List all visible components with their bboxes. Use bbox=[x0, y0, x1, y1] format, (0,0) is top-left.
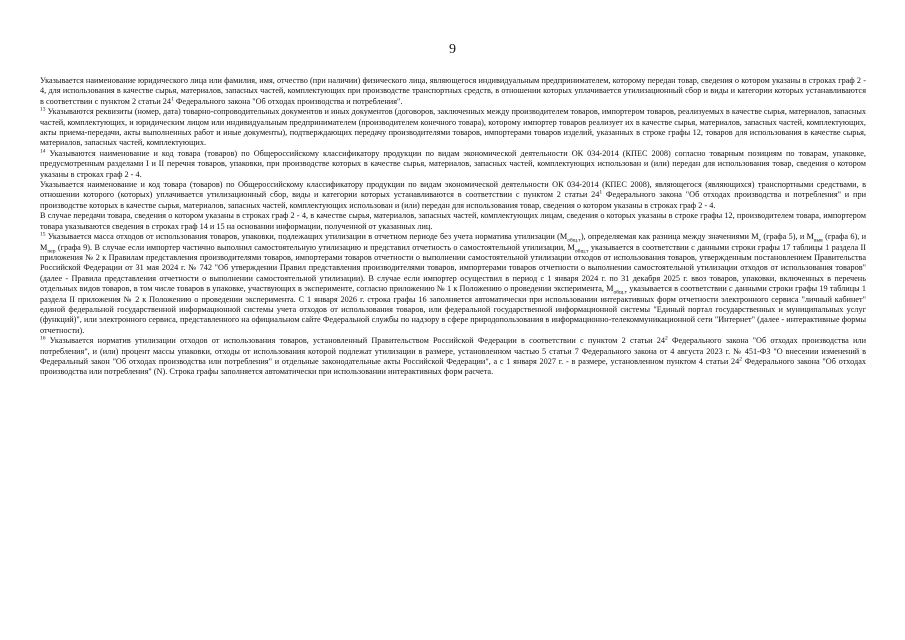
paragraph-text: (графа 9). В случае если импортер частично выполнил самостоятельную утилизацию и представил отчетность о самостоятельной утилизации, М bbox=[55, 242, 575, 252]
subscript-text: общ.т bbox=[567, 237, 581, 244]
paragraph-text: Федерального закона "Об отходах производства или потребления" (N). Строка графы заполняется автоматически при использовании интерактивных форм расчета. bbox=[40, 356, 866, 377]
superscript-text: 16 bbox=[40, 335, 46, 342]
paragraph-text: Указываются реквизиты (номер, дата) товарно-сопроводительных документов и иных документов (договоров, заключенных между производителем товаров, импортером товаров, реализуемых в качестве сырья, материалов, запасных частей, комплектующих, и юридическим лицом или индивидуальным предпринимателем (производителем конечного товара), которому импортер товаров реализует их в качестве сырья, материалов, запасных частей, комплектующих, акты приема-передачи, акты выполненных работ и иные документы), подтверждающих передачу производителями товаров, импортерами товаров изделий, указанных в строке графы 12, товаров для использования в качестве сырья, материалов, запасных частей, комплектующих. bbox=[40, 107, 866, 148]
document-paragraph bbox=[40, 336, 866, 378]
paragraph-text: Указывается масса отходов от использования товаров, упаковки, подлежащих утилизации в отчетном периоде без учета норматива утилизации (М bbox=[45, 232, 568, 242]
superscript-text: 2 bbox=[665, 335, 668, 342]
paragraph-text: Федерального закона "Об отходах производства и потребления". bbox=[173, 96, 403, 106]
document-paragraph bbox=[40, 232, 866, 336]
paragraph-text: Указываются наименование и код товара (товаров) по Общероссийскому классификатору продукции по видам экономической деятельности ОК 034-2014 (КПЕС 2008) согласно товарным позициям по товарам, упаковке, предусмотренным разделами I и II перечня товаров, упаковки, при производстве которых в качестве сырья, материалов, запасных частей, комплектующих использован и (или) передан для использования товар, сведения о котором указаны в строках граф 2 - 4. bbox=[40, 148, 866, 179]
subscript-text: т bbox=[758, 237, 762, 244]
paragraph-text: указывается в соответствии с данными строки графы 19 таблицы 1 раздела II приложения № 2 к Положению о проведении эксперимента. С 1 января 2026 г. строка графы 16 заполняется автоматически при использовании интерактивных форм отчетности электронного сервиса "личный кабинет" единой федеральной государственной информационной системы учета отходов от использования товаров, или федеральной государственной информационной системы "Единый портал государственных и муниципальных услуг (функций)", или электронного сервиса, представленного на официальном сайте Федеральной службы по надзору в сфере природопользования в информационно-телекоммуникационной сети "Интернет" (далее - интерактивные формы отчетности). bbox=[40, 284, 866, 335]
document-body bbox=[40, 76, 866, 378]
document-paragraph bbox=[40, 149, 866, 180]
superscript-text: 13 bbox=[40, 106, 46, 113]
subscript-text: общ.т bbox=[574, 248, 589, 255]
paragraph-text: Федерального закона "Об отходах производства и потребления" и при производстве которых в качестве сырья, материалов, запасных частей, комплектующих использован и (или) передан для использования товар, сведения о котором указаны в строках граф 2 - 4. bbox=[40, 190, 866, 210]
document-paragraph bbox=[40, 211, 866, 232]
paragraph-text: указывается в соответствии с данными строки графы 17 таблицы 1 раздела II приложения № 2 к Правилам представления производителями товаров, импортерами товаров отчетности о выполнении самостоятельной утилизации отходов от использования товаров, утвержденным постановлением Правительства Российской Федерации от 31 мая 2024 г. № 742 "Об утверждении Правил представления производителями товаров, импортерами товаров отчетности о выполнении самостоятельной утилизации отходов от использования товаров" (далее - Правила представления отчетности о выполнении самостоятельной утилизации). В случае если импортер осуществил в период с 1 января 2024 г. по 31 декабря 2025 г. ввоз товаров, упаковки, включенных в перечень отдельных видов товаров, в том числе товаров в упаковке, участвующих в эксперименте, согласно приложению № 1 к Положению о проведении эксперимента, М bbox=[40, 242, 866, 294]
superscript-text: 2 bbox=[739, 356, 742, 363]
superscript-text: 1 bbox=[599, 189, 603, 196]
paragraph-text: Указывается норматив утилизации отходов от использования товаров, установленный Правительством Российской Федерации в соответствии с пунктом 2 статьи 24 bbox=[45, 336, 666, 346]
subscript-text: выв bbox=[813, 237, 823, 244]
paragraph-text: (графа 5), и М bbox=[761, 232, 814, 242]
document-paragraph bbox=[40, 180, 866, 211]
paragraph-text: Указывается наименование и код товара (товаров) по Общероссийскому классификатору продукции по видам экономической деятельности ОК 034-2014 (КПЕС 2008), являющегося (являющихся) транспортными средствами, в отношении которого (которых) уплачивается утилизационный сбор, виды и категории которых устанавливаются в соответствии с пунктом 2 статьи 24 bbox=[40, 180, 866, 200]
superscript-text: 14 bbox=[40, 148, 46, 155]
paragraph-text: (графа 6), и М bbox=[40, 232, 866, 252]
superscript-text: 1 bbox=[171, 96, 174, 103]
document-paragraph bbox=[40, 76, 866, 107]
paragraph-text: Федерального закона "Об отходах производства или потребления", и (или) процент массы упаковки, отходы от использования которой подлежат утилизации в размере, установленном частью 5 статьи 7 Федерального закона от 4 августа 2023 г. № 451-ФЗ "О внесении изменений в Федеральный закон "Об отходах производства или потребления" и отдельные законодательные акты Российской Федерации", а с 1 января 2027 г. - в размере, установленном пунктом 4 статьи 24 bbox=[40, 336, 866, 366]
document-paragraph bbox=[40, 107, 866, 149]
subscript-text: общ.т bbox=[613, 289, 628, 296]
superscript-text: 15 bbox=[40, 231, 46, 238]
page-number: 9 bbox=[449, 42, 456, 57]
paragraph-text: ), определяемая как разница между значениями М bbox=[580, 232, 759, 242]
paragraph-text: В случае передачи товара, сведения о котором указаны в строках граф 2 - 4, в качестве сырья, материалов, запасных частей, комплектующих лицам, сведения о которых указаны в строке графы 12, производителем товара, импортером товара указываются сведения в строках граф 14 и 15 на основании информации, полученной от указанных лиц. bbox=[40, 211, 866, 231]
paragraph-text: Указывается наименование юридического лица или фамилия, имя, отчество (при наличии) физического лица, являющегося индивидуальным предпринимателем, которому передан товар, сведения о котором указаны в строках граф 2 - 4, для использования в качестве сырья, материалов, запасных частей, комплектующих при производстве транспортных средств, в отношении которых уплачивается утилизационный сбор и виды и категории которых устанавливаются в соответствии с пунктом 2 статьи 24 bbox=[40, 76, 866, 106]
subscript-text: пер bbox=[47, 248, 56, 255]
